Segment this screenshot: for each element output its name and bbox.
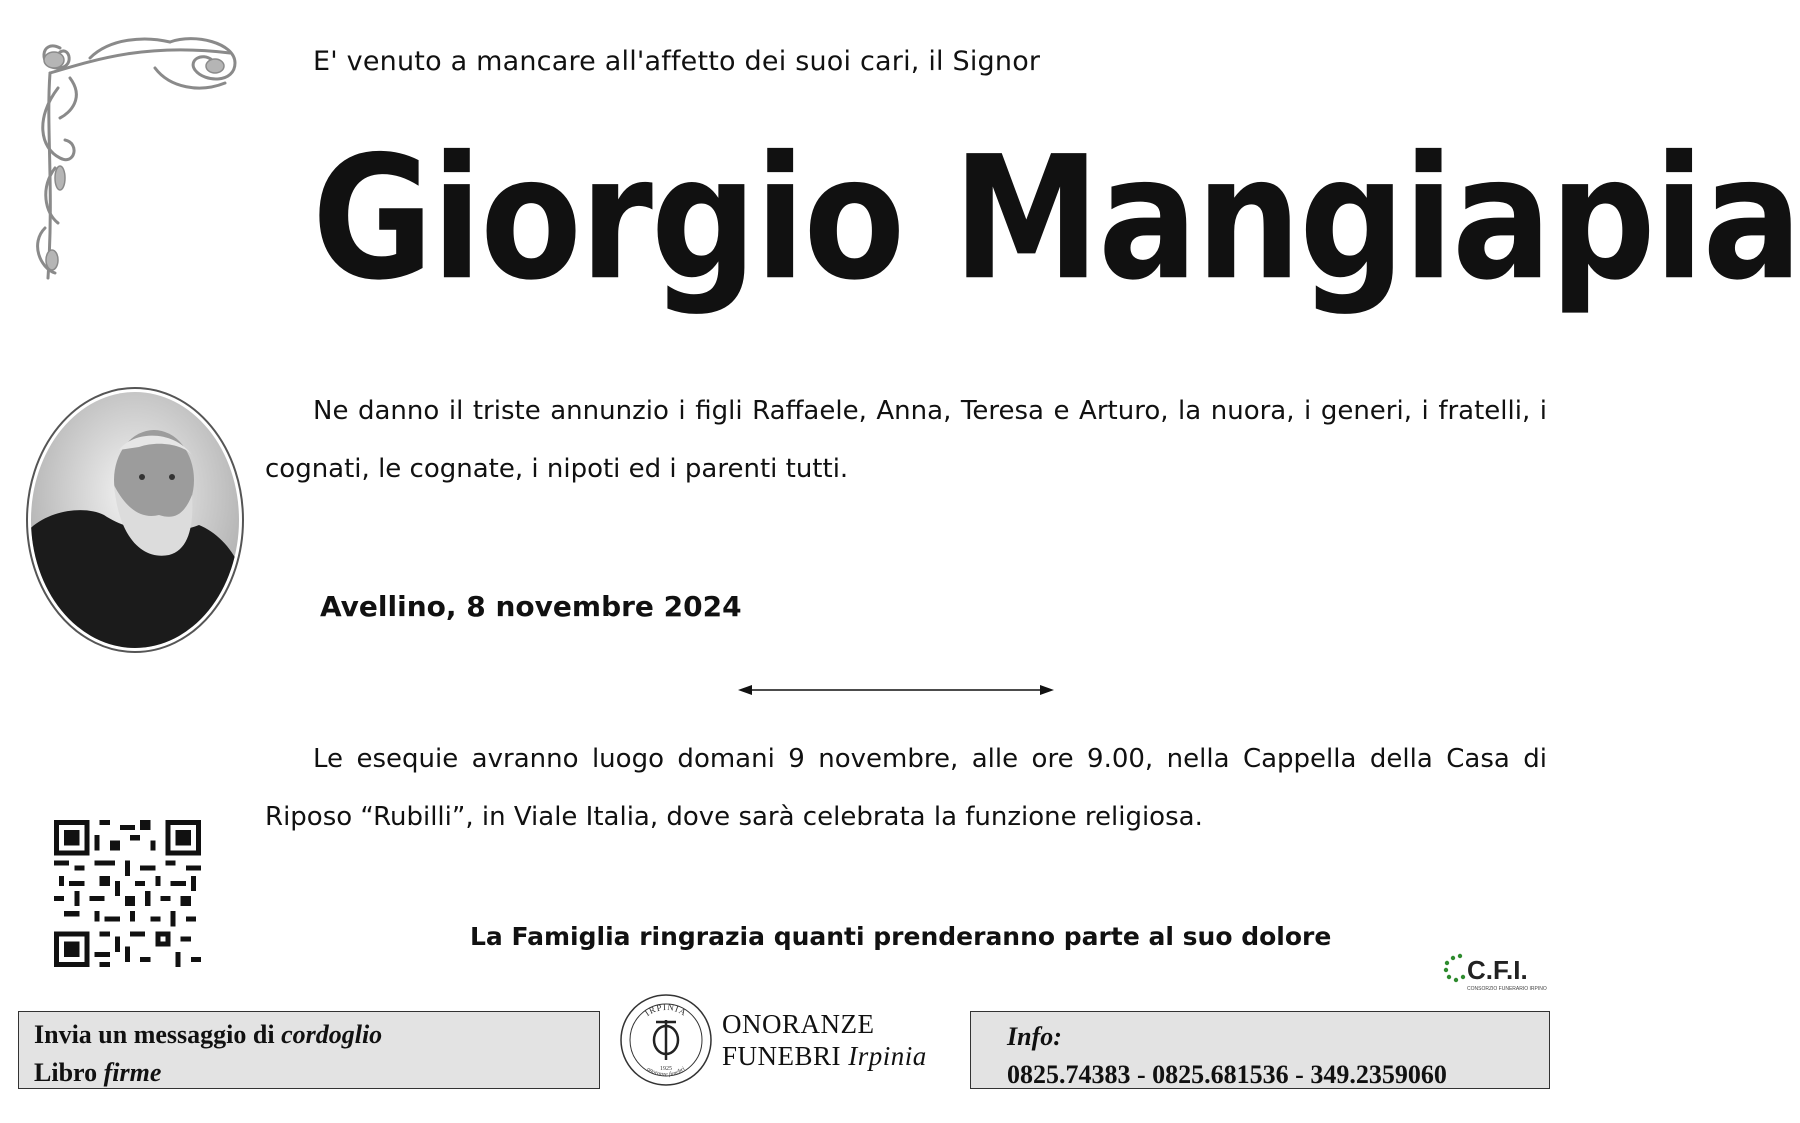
seal-bottom-text: onoranze funebri — [645, 1066, 687, 1079]
svg-text:IRPINIA — [643, 1002, 689, 1018]
cfi-logo-subtitle: CONSORZIO FUNERARIO IRPINO — [1467, 986, 1547, 992]
cfi-logo-text: C.F.I. — [1467, 955, 1528, 985]
place-date: Avellino, 8 novembre 2024 — [320, 590, 742, 623]
condolence-box[interactable] — [18, 1011, 600, 1089]
funeral-home-seal — [618, 992, 714, 1088]
funeral-home-brand: ONORANZE FUNEBRI Irpinia — [722, 1009, 927, 1071]
info-box — [970, 1011, 1550, 1089]
cfi-logo — [1443, 950, 1547, 996]
thanks-line: La Famiglia ringrazia quanti prenderanno parte al suo dolore — [470, 922, 1332, 951]
announcement-paragraph: Ne danno il triste annunzio i figli Raffaele, Anna, Teresa e Arturo, la nuora, i generi, i fratelli, i cognati, le cognate, i nipoti ed i parenti tutti. — [265, 396, 1547, 484]
info-label: Info: — [1007, 1022, 1062, 1051]
seal-top-text: IRPINIA — [642, 1001, 689, 1019]
intro-line: E' venuto a mancare all'affetto dei suoi cari, il Signor — [313, 46, 1041, 77]
guestbook-link[interactable]: Libro firme — [34, 1058, 162, 1087]
corner-ornament — [30, 28, 250, 288]
send-condolence-link[interactable]: Invia un messaggio di cordoglio — [34, 1020, 383, 1049]
phone-numbers[interactable]: 0825.74383 - 0825.681536 - 349.2359060 — [1007, 1060, 1447, 1089]
funeral-paragraph: Le esequie avranno luogo domani 9 novembre, alle ore 9.00, nella Cappella della Casa di Riposo “Rubilli”, in Viale Italia, dove sarà celebrata la funzione religiosa. — [265, 744, 1547, 832]
portrait-photo — [24, 385, 246, 655]
qr-code[interactable] — [54, 820, 201, 967]
seal-year: 1925 — [660, 1066, 672, 1072]
deceased-name: Giorgio Mangiapia — [312, 119, 1800, 318]
double-arrow-divider — [738, 680, 1054, 700]
